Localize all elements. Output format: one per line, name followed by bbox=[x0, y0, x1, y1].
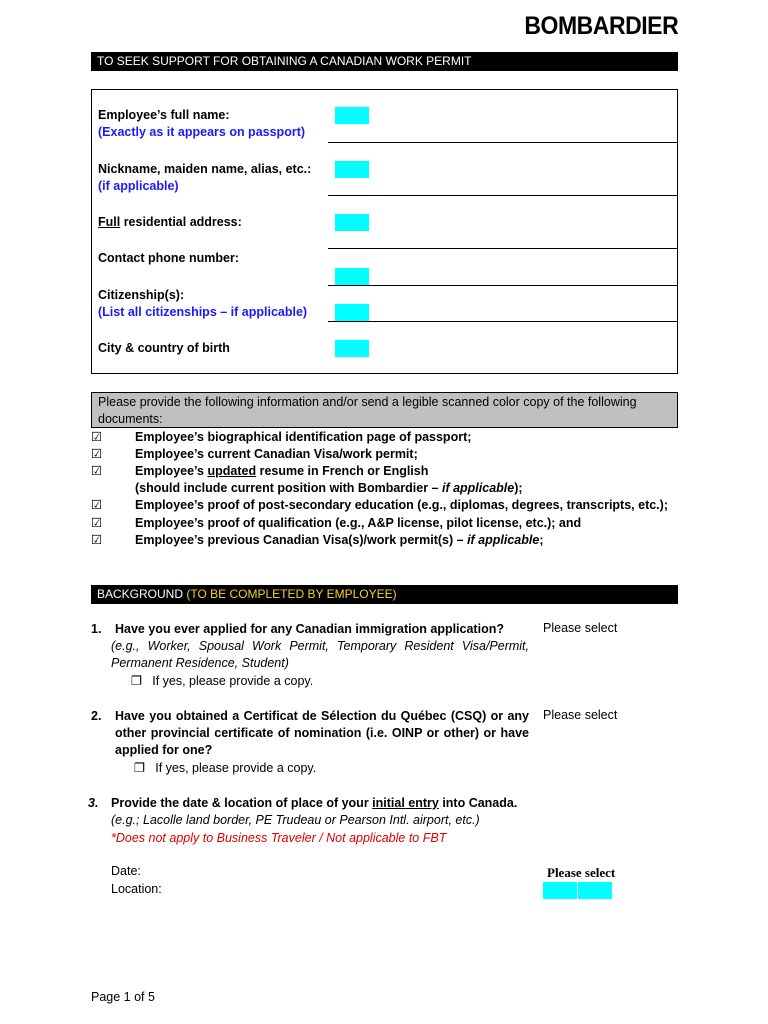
q3-text-b: into Canada. bbox=[438, 796, 518, 810]
empty-checkbox-icon[interactable]: ❐ bbox=[134, 761, 146, 775]
divider bbox=[328, 142, 678, 143]
resume-text-a: Employee’s bbox=[135, 464, 208, 478]
divider bbox=[328, 195, 678, 196]
nickname-label bbox=[98, 161, 311, 195]
q2-sub bbox=[134, 760, 316, 775]
divider bbox=[328, 321, 678, 322]
resume-note-a: (should include current position with Bombardier – bbox=[135, 481, 442, 495]
birth-field[interactable] bbox=[335, 340, 369, 357]
nickname-label-text: Nickname, maiden name, alias, etc.: bbox=[98, 162, 312, 176]
q1-text: Have you ever applied for any Canadian immigration application? bbox=[115, 622, 504, 636]
nickname-note: (if applicable) bbox=[98, 179, 179, 193]
citizenship-note: (List all citizenships – if applicable) bbox=[98, 305, 308, 319]
background-bar bbox=[91, 585, 678, 604]
resume-note-italic: if applicable bbox=[441, 481, 515, 495]
q2-number: 2. bbox=[91, 709, 102, 723]
full-name-field[interactable] bbox=[335, 107, 369, 124]
document-item-text bbox=[135, 532, 543, 549]
nickname-field[interactable] bbox=[335, 161, 369, 178]
q1-sub bbox=[131, 673, 313, 688]
birth-label: City & country of birth bbox=[98, 341, 230, 355]
address-label-rest: residential address: bbox=[120, 215, 242, 229]
phone-label: Contact phone number: bbox=[98, 251, 239, 265]
phone-field[interactable] bbox=[335, 268, 369, 285]
address-field[interactable] bbox=[335, 214, 369, 231]
checked-box-icon: ☑ bbox=[91, 447, 103, 461]
location-label: Location: bbox=[111, 882, 162, 896]
q1-sub-text: If yes, please provide a copy. bbox=[152, 674, 314, 688]
checked-box-icon: ☑ bbox=[91, 430, 103, 444]
q3-text-underlined: initial entry bbox=[372, 796, 439, 810]
full-name-note: (Exactly as it appears on passport) bbox=[98, 125, 306, 139]
page-number: Page 1 of 5 bbox=[91, 990, 155, 1004]
resume-note bbox=[135, 480, 523, 497]
document-item-text: Employee’s current Canadian Visa/work permit; bbox=[135, 447, 418, 461]
resume-text-b: resume in French or English bbox=[256, 464, 429, 478]
address-label bbox=[98, 214, 242, 231]
location-field[interactable] bbox=[578, 882, 612, 899]
full-name-label-text: Employee’s full name: bbox=[98, 108, 230, 122]
title-bar: TO SEEK SUPPORT FOR OBTAINING A CANADIAN WORK PERMIT bbox=[91, 52, 678, 71]
empty-checkbox-icon[interactable]: ❐ bbox=[131, 674, 143, 688]
citizenship-label bbox=[98, 287, 307, 321]
q2-text: Have you obtained a Certificat de Sélection du Québec (CSQ) or any other provincial certificate of nomination (i.e. OINP or other) or have applied for one? bbox=[115, 709, 529, 757]
checked-box-icon: ☑ bbox=[91, 464, 103, 478]
q3-text bbox=[111, 795, 541, 812]
q3-example: (e.g.; Lacolle land border, PE Trudeau or Pearson Intl. airport, etc.) bbox=[111, 813, 480, 827]
personal-info-form bbox=[91, 89, 678, 374]
date-field[interactable] bbox=[543, 882, 577, 899]
checked-box-icon: ☑ bbox=[91, 498, 103, 512]
resume-note-b: ); bbox=[514, 481, 523, 495]
q2-select[interactable]: Please select bbox=[543, 708, 618, 722]
q1-number: 1. bbox=[91, 622, 102, 636]
citizenship-label-text: Citizenship(s): bbox=[98, 288, 185, 302]
date-label: Date: bbox=[111, 864, 141, 878]
address-label-underlined: Full bbox=[98, 215, 121, 229]
previous-visa-text-a: Employee’s previous Canadian Visa(s)/work permit(s) – bbox=[135, 533, 468, 547]
q3-note: *Does not apply to Business Traveler / Not applicable to FBT bbox=[111, 831, 447, 845]
q2-sub-text: If yes, please provide a copy. bbox=[155, 761, 317, 775]
full-name-label bbox=[98, 107, 305, 141]
checked-box-icon: ☑ bbox=[91, 516, 103, 530]
q3-select[interactable]: Please select bbox=[547, 865, 616, 880]
document-item-text: Employee’s proof of qualification (e.g., A&P license, pilot license, etc.); and bbox=[135, 516, 582, 530]
background-bar-note: (TO BE COMPLETED BY EMPLOYEE) bbox=[186, 587, 397, 601]
q1-select[interactable]: Please select bbox=[543, 621, 618, 635]
resume-text-underlined: updated bbox=[207, 464, 257, 478]
q1-example: (e.g., Worker, Spousal Work Permit, Temporary Resident Visa/Permit, Permanent Residence, Student) bbox=[111, 639, 529, 670]
checked-box-icon: ☑ bbox=[91, 533, 103, 547]
previous-visa-text-b: ; bbox=[539, 533, 544, 547]
bombardier-logo: BOMBARDIER bbox=[524, 12, 678, 40]
q3-text-a: Provide the date & location of place of your bbox=[111, 796, 373, 810]
background-bar-label: BACKGROUND bbox=[97, 587, 187, 601]
divider bbox=[328, 248, 678, 249]
divider bbox=[328, 285, 678, 286]
document-item-text: Employee’s proof of post-secondary education (e.g., diplomas, degrees, transcripts, etc.); bbox=[135, 498, 668, 512]
q3-number: 3. bbox=[88, 796, 99, 810]
citizenship-field[interactable] bbox=[335, 304, 369, 321]
document-item-text: Employee’s biographical identification page of passport; bbox=[135, 430, 472, 444]
document-item-text bbox=[135, 463, 428, 480]
previous-visa-italic: if applicable bbox=[467, 533, 540, 547]
documents-instructions: Please provide the following information and/or send a legible scanned color copy of the following documents: bbox=[91, 392, 678, 428]
